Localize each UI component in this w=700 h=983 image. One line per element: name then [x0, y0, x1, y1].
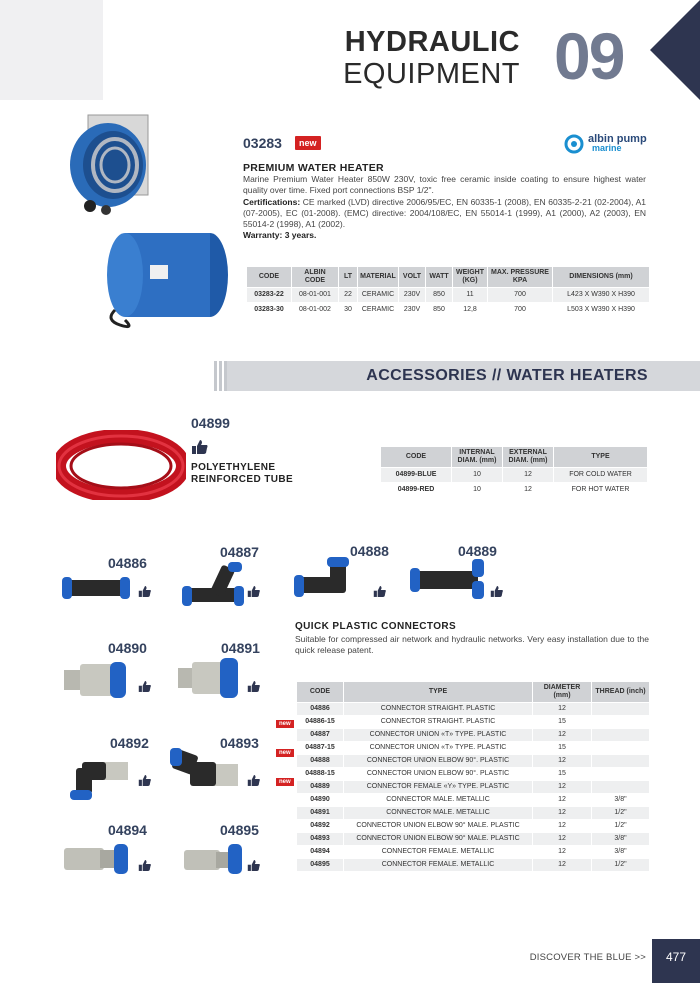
- cell: CONNECTOR UNION «T» TYPE. PLASTIC: [344, 729, 532, 741]
- cell: CONNECTOR MALE. METALLIC: [386, 796, 490, 803]
- red-tube-image: [56, 430, 186, 500]
- section-band: [0, 361, 700, 391]
- cell: 1/2": [614, 822, 627, 829]
- tube-code: 04899: [191, 415, 230, 431]
- th-pressure: MAX. PRESSURE KPA: [488, 267, 552, 287]
- new-badge: new: [276, 778, 294, 786]
- thumbs-up-icon: [138, 585, 152, 598]
- connector-male-half-image: [176, 656, 242, 700]
- table-row: [297, 820, 649, 832]
- cell: [592, 729, 649, 741]
- cell: CONNECTOR UNION «T» TYPE. PLASTIC: [369, 744, 507, 751]
- cell: CONNECTOR UNION ELBOW 90°. PLASTIC: [366, 770, 510, 777]
- albin-logo: [564, 132, 652, 156]
- band-stripe: [219, 361, 222, 391]
- cell: 11: [453, 288, 487, 302]
- cell: CONNECTOR FEMALE. METALLIC: [344, 859, 532, 871]
- label-04893: 04893: [220, 735, 259, 751]
- thumbs-up-icon: [490, 585, 504, 598]
- band-stripe: [214, 361, 217, 391]
- band-stripe: [224, 361, 227, 391]
- cell: CONNECTOR UNION ELBOW 90° MALE. PLASTIC: [356, 822, 520, 829]
- connector-elbow-image: [290, 555, 366, 605]
- cell: CONNECTOR FEMALE «Y» TYPE. PLASTIC: [344, 781, 532, 793]
- cell: 12: [503, 468, 553, 482]
- th-weight: WEIGHT (KG): [453, 267, 487, 287]
- cell: 12: [558, 796, 566, 803]
- cell: FOR COLD WATER: [554, 468, 647, 482]
- table-row: [297, 859, 649, 871]
- thumbs-up-icon: [138, 774, 152, 787]
- cell: 12: [533, 755, 591, 767]
- heater-title: PREMIUM WATER HEATER: [243, 162, 384, 174]
- cell: 12: [524, 486, 532, 493]
- heater-cert-text: CE marked (LVD) directive 2006/95/EC, EN 60335-1 (2008), EN 60335-2-21 (02-2004), A1 (07-2005), EC (01-2008). (EMC) directive: 2004/108/EC, EN 55014-1 (1999), A1 (2000), A2 (2003), EN 55014-2 (1998), A1 (2002).: [243, 196, 646, 230]
- table-row: [297, 729, 649, 741]
- thumbs-up-icon: [138, 680, 152, 693]
- cell: 850: [433, 306, 445, 313]
- thumbs-up-icon: [247, 774, 261, 787]
- th-lt: LT: [339, 267, 357, 287]
- table-row: [297, 846, 649, 858]
- cell: CONNECTOR UNION ELBOW 90° MALE. PLASTIC: [344, 833, 532, 845]
- cell: 1/2": [592, 859, 649, 871]
- thumbs-up-icon: [247, 680, 261, 693]
- cell: 12: [533, 781, 591, 793]
- cell: 04890: [310, 796, 330, 803]
- cell: CERAMIC: [358, 288, 398, 302]
- thumbs-up-icon: [247, 859, 261, 872]
- connectors-description: Suitable for compressed air network and hydraulic networks. Very easy installation due to the quick release patent.: [295, 634, 649, 656]
- cell: L423 X W390 X H390: [553, 288, 649, 302]
- cell: 04899-BLUE: [381, 468, 451, 482]
- connectors-title: QUICK PLASTIC CONNECTORS: [295, 621, 457, 632]
- cell: L503 X W390 X H390: [567, 306, 635, 313]
- cell: [592, 768, 649, 780]
- cell: 3/8": [614, 796, 627, 803]
- th-code: CODE: [297, 682, 343, 702]
- new-badge: new: [276, 749, 294, 757]
- label-04894: 04894: [108, 822, 147, 838]
- cell: 230V: [399, 288, 425, 302]
- table-row: [297, 768, 649, 780]
- thumbs-up-icon: [373, 585, 387, 598]
- th-diameter: DIAMETER (mm): [533, 682, 591, 702]
- th-code: CODE: [381, 447, 451, 467]
- table-row: [297, 794, 649, 806]
- label-04895: 04895: [220, 822, 259, 838]
- cell: 04887-15: [305, 744, 335, 751]
- cell: [592, 781, 649, 793]
- albin-logo-sub: marine: [592, 143, 622, 153]
- table-row: [297, 742, 649, 754]
- connector-elbow-male-alt-image: [168, 744, 244, 800]
- tube-table: [380, 446, 648, 498]
- cell: [592, 703, 649, 715]
- th-volt: VOLT: [399, 267, 425, 287]
- connector-female-alt-image: [180, 838, 248, 880]
- label-04886: 04886: [108, 555, 147, 571]
- heater-cert-label: Certifications:: [243, 196, 301, 207]
- heater-warranty: Warranty: 3 years.: [243, 230, 317, 241]
- cell: 12: [533, 833, 591, 845]
- cell: 03283-30: [254, 306, 284, 313]
- th-type: TYPE: [344, 682, 532, 702]
- cell: 04893: [297, 833, 343, 845]
- cell: 1/2": [592, 807, 649, 819]
- header-title-line1: HYDRAULIC: [344, 26, 520, 58]
- corner-block: [0, 0, 103, 100]
- new-badge: new: [276, 720, 294, 728]
- cell: 3/8": [614, 848, 627, 855]
- th-watt: WATT: [426, 267, 452, 287]
- cell: 04899-RED: [397, 486, 435, 493]
- cell: 04888: [297, 755, 343, 767]
- cell: CERAMIC: [361, 306, 395, 313]
- label-04889: 04889: [458, 543, 497, 559]
- table-row: [297, 807, 649, 819]
- chapter-triangle: [650, 0, 700, 100]
- cell: 08-01-001: [292, 288, 338, 302]
- cell: CONNECTOR STRAIGHT. PLASTIC: [380, 718, 496, 725]
- cell: [592, 742, 649, 754]
- th-code: CODE: [247, 267, 291, 287]
- section-title: ACCESSORIES // WATER HEATERS: [366, 367, 648, 384]
- cell: FOR HOT WATER: [571, 486, 630, 493]
- cell: 04886: [297, 703, 343, 715]
- connector-y-image: [406, 555, 488, 603]
- cell: 04889: [297, 781, 343, 793]
- cell: 700: [514, 306, 526, 313]
- cell: 04891: [297, 807, 343, 819]
- cell: CONNECTOR STRAIGHT. PLASTIC: [344, 703, 532, 715]
- cell: 15: [558, 744, 566, 751]
- th-albin-code: ALBIN CODE: [292, 267, 338, 287]
- cell: 3/8": [592, 833, 649, 845]
- connector-elbow-male-image: [62, 754, 134, 804]
- heater-description: [243, 174, 646, 242]
- cell: 10: [473, 486, 481, 493]
- cell: 15: [558, 718, 566, 725]
- footer-text: DISCOVER THE BLUE >>: [529, 952, 646, 963]
- albin-logo-text: albin pump: [588, 133, 647, 145]
- cell: 10: [452, 468, 502, 482]
- table-row: [297, 833, 649, 845]
- cell: 12: [558, 848, 566, 855]
- table-row: [247, 303, 649, 317]
- heater-closed-image: [95, 225, 235, 335]
- connector-female-image: [60, 838, 132, 880]
- cell: 22: [339, 288, 357, 302]
- table-row: [297, 716, 649, 728]
- connector-male-image: [62, 658, 130, 702]
- label-04892: 04892: [110, 735, 149, 751]
- cell: 12: [533, 807, 591, 819]
- label-04888: 04888: [350, 543, 389, 559]
- th-material: MATERIAL: [358, 267, 398, 287]
- cell: 230V: [403, 306, 421, 313]
- cell: 15: [558, 770, 566, 777]
- label-04887: 04887: [220, 544, 259, 560]
- cell: [592, 716, 649, 728]
- cell: 04887: [297, 729, 343, 741]
- cell: 12: [558, 822, 566, 829]
- cell: [592, 755, 649, 767]
- th-internal: INTERNAL DIAM. (mm): [452, 447, 502, 467]
- cell: 04892: [310, 822, 330, 829]
- th-dimensions: DIMENSIONS (mm): [553, 267, 649, 287]
- heater-table: [246, 266, 650, 318]
- cell: 04886-15: [305, 718, 335, 725]
- table-row: [297, 703, 649, 715]
- table-row: [247, 288, 649, 302]
- thumbs-up-icon: [138, 859, 152, 872]
- cell: 700: [488, 288, 552, 302]
- th-type: TYPE: [554, 447, 647, 467]
- cell: 12,8: [463, 306, 477, 313]
- th-external: EXTERNAL DIAM. (mm): [503, 447, 553, 467]
- page-number: 477: [652, 939, 700, 983]
- new-badge: new: [295, 136, 321, 150]
- cell: 12: [533, 703, 591, 715]
- tube-title-2: REINFORCED TUBE: [191, 474, 294, 485]
- cell: CONNECTOR UNION ELBOW 90°. PLASTIC: [344, 755, 532, 767]
- cell: 04895: [297, 859, 343, 871]
- connector-tee-image: [180, 560, 246, 614]
- cell: 850: [426, 288, 452, 302]
- tube-title-1: POLYETHYLENE: [191, 462, 276, 473]
- table-row: [297, 755, 649, 767]
- table-row: [381, 483, 647, 497]
- cell: 04894: [310, 848, 330, 855]
- table-row: [381, 468, 647, 482]
- cell: 04888-15: [305, 770, 335, 777]
- label-04890: 04890: [108, 640, 147, 656]
- thumbs-up-icon: [191, 439, 209, 455]
- label-04891: 04891: [221, 640, 260, 656]
- th-thread: THREAD (inch): [592, 682, 649, 702]
- chapter-number: 09: [554, 19, 624, 93]
- cell: CONNECTOR MALE. METALLIC: [344, 807, 532, 819]
- connector-straight-image: [60, 573, 132, 603]
- cell: 08-01-002: [299, 306, 331, 313]
- cell: CONNECTOR FEMALE. METALLIC: [381, 848, 495, 855]
- heater-open-image: [58, 110, 168, 225]
- heater-code: 03283: [243, 135, 282, 151]
- heater-desc-text: Marine Premium Water Heater 850W 230V, toxic free ceramic inside coating to ensure highest water quality over time. Fixed port connections BSP 1/2".: [243, 174, 646, 196]
- cell: 30: [344, 306, 352, 313]
- thumbs-up-icon: [247, 585, 261, 598]
- cell: 03283-22: [247, 288, 291, 302]
- cell: 12: [533, 859, 591, 871]
- table-row: [297, 781, 649, 793]
- cell: 12: [533, 729, 591, 741]
- header-title-line2: EQUIPMENT: [343, 58, 520, 90]
- connectors-table: [296, 681, 650, 872]
- albin-logo-icon: [564, 134, 586, 154]
